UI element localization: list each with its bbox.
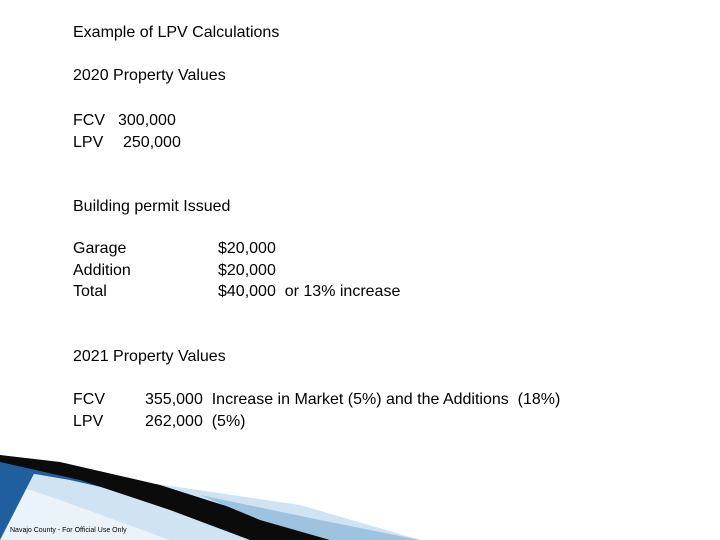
slide-title: Example of LPV Calculations [73, 24, 280, 41]
permit-row-garage-value: $20,000 [218, 240, 276, 257]
row-2021-fcv-value: 355,000 Increase in Market (5%) and the Additions (18%) [145, 391, 561, 408]
row-2020-lpv-label: LPV [73, 134, 104, 151]
heading-2021-property-values: 2021 Property Values [73, 348, 226, 365]
permit-row-garage-label: Garage [73, 240, 127, 257]
permit-row-addition-value: $20,000 [218, 262, 276, 279]
row-2021-lpv-label: LPV [73, 413, 104, 430]
row-2020-fcv-value: 300,000 [118, 112, 176, 129]
permit-row-total-value: $40,000 or 13% increase [218, 283, 401, 300]
row-2020-lpv-value: 250,000 [123, 134, 181, 151]
footer-note: Navajo County - For Official Use Only [10, 527, 127, 534]
heading-building-permit: Building permit Issued [73, 198, 231, 215]
permit-row-addition-label: Addition [73, 262, 131, 279]
row-2021-fcv-label: FCV [73, 391, 105, 408]
row-2020-fcv-label: FCV [73, 112, 105, 129]
permit-row-total-label: Total [73, 283, 107, 300]
row-2021-lpv-value: 262,000 (5%) [145, 413, 246, 430]
heading-2020-property-values: 2020 Property Values [73, 67, 226, 84]
